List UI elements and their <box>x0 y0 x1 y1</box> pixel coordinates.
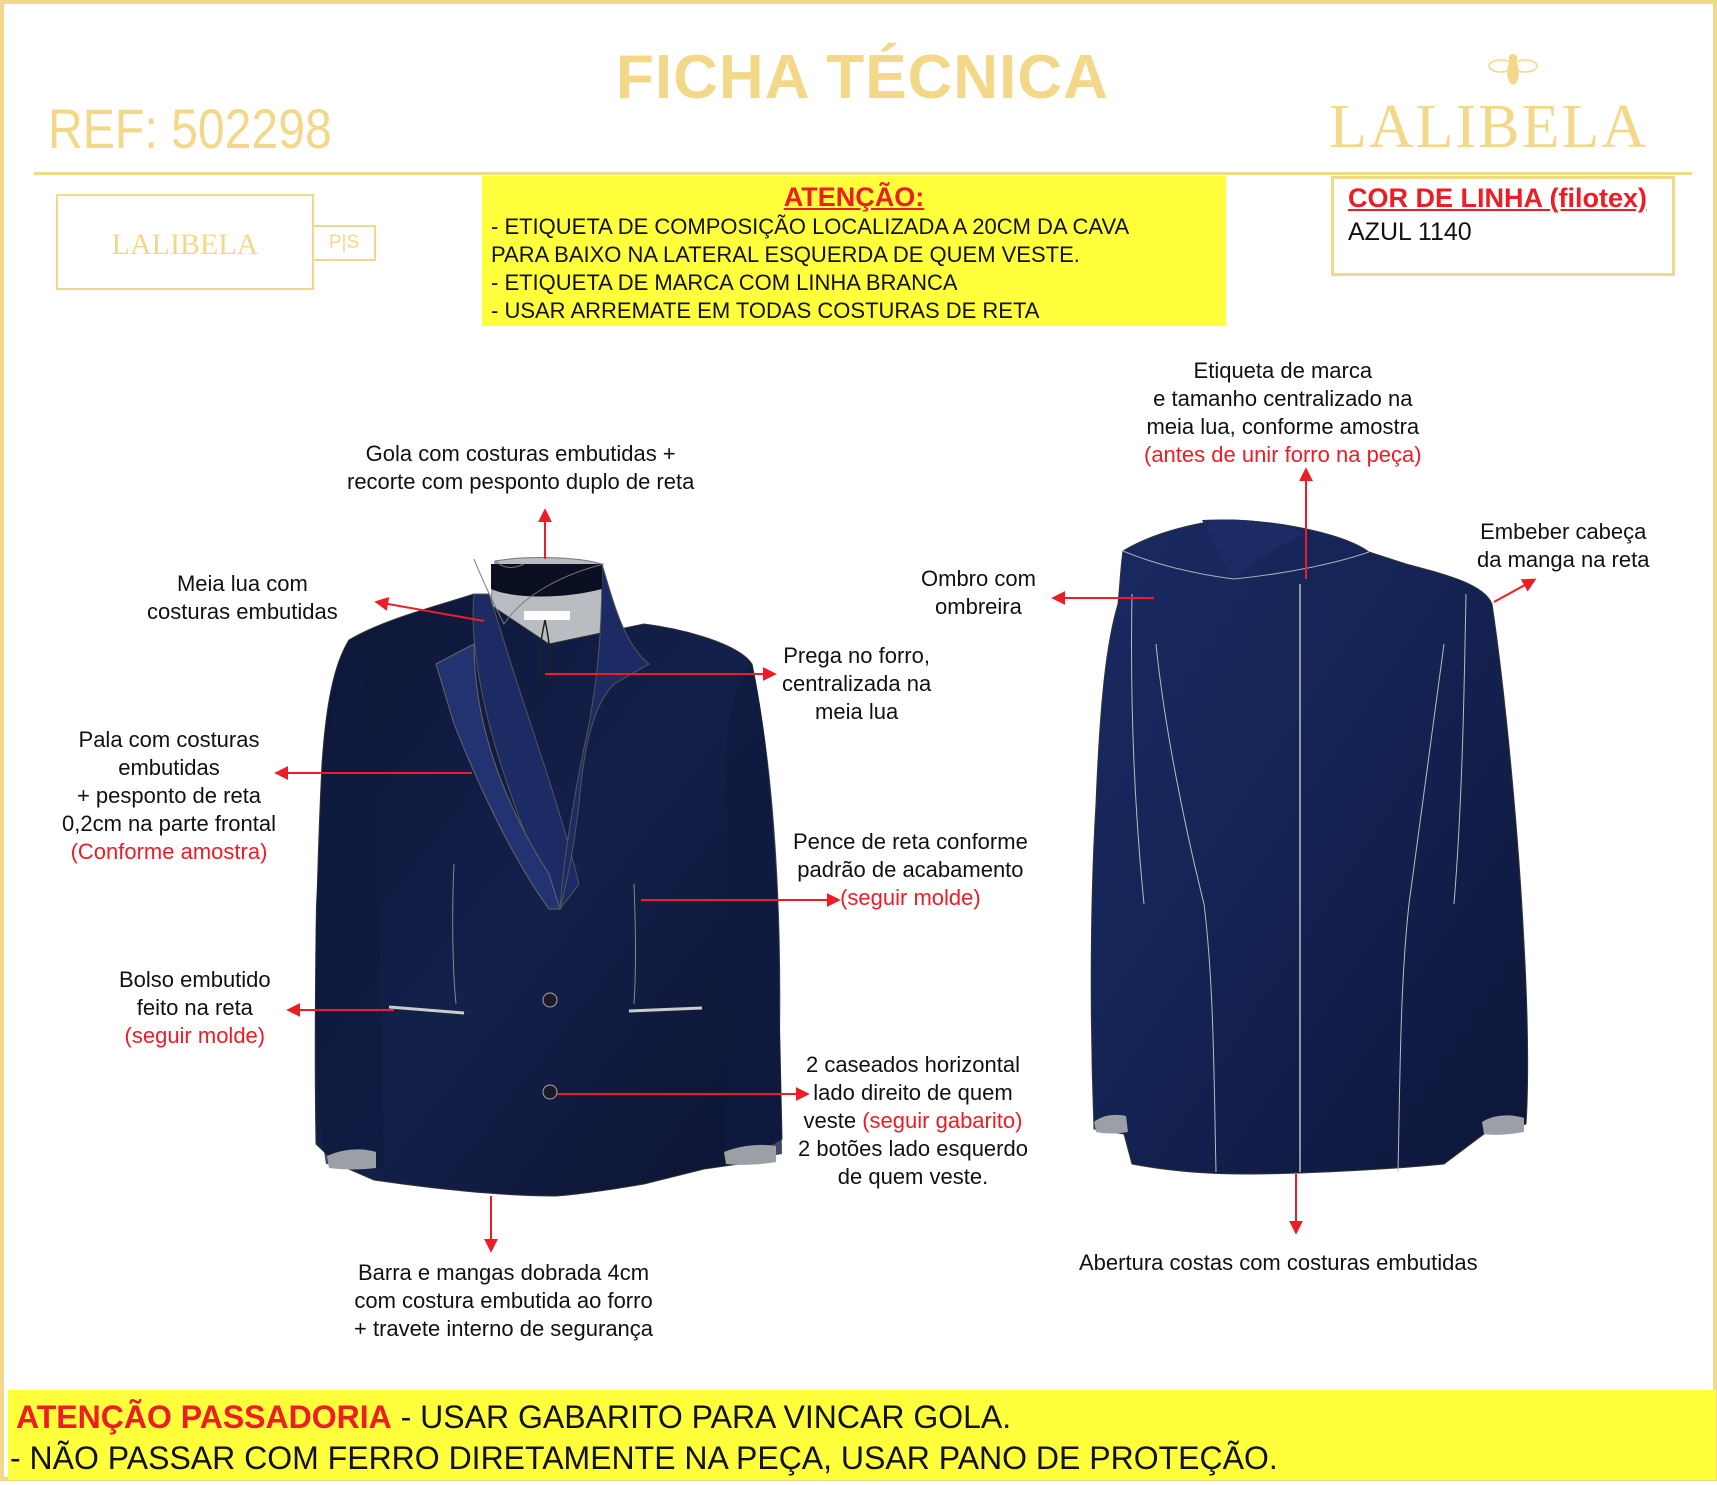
note-line: ombreira <box>935 594 1022 619</box>
note-line-part: veste <box>803 1108 863 1133</box>
note-line: Meia lua com <box>176 571 308 596</box>
thread-color-heading: COR DE LINHA (filotex) <box>1348 183 1647 213</box>
note-line: + travete interno de segurança <box>354 1316 654 1341</box>
note-hem <box>354 1259 653 1343</box>
note-back-vent: Abertura costas com costuras embutidas <box>1079 1250 1478 1275</box>
note-facing <box>62 726 276 866</box>
pressing-warning-bar <box>8 1390 1716 1480</box>
note-line: centralizada na <box>782 671 932 696</box>
pressing-warning-line <box>16 1399 1011 1436</box>
note-line: + pesponto de reta <box>76 783 262 808</box>
attention-heading: ATENÇÃO: <box>783 182 925 212</box>
note-line: Etiqueta de marca <box>1193 358 1373 383</box>
note-line: padrão de acabamento <box>797 857 1024 882</box>
attention-line: - ETIQUETA DE MARCA COM LINHA BRANCA <box>491 270 958 295</box>
note-line-red: (seguir molde) <box>124 1023 266 1048</box>
note-line: 2 caseados horizontal <box>805 1052 1020 1077</box>
note-line: Ombro com <box>921 566 1036 591</box>
note-line: Pala com costuras <box>78 727 260 752</box>
note-line: e tamanho centralizado na <box>1153 386 1413 411</box>
note-line: embutidas <box>118 755 220 780</box>
note-line: da manga na reta <box>1477 547 1650 572</box>
note-line: recorte com pesponto duplo de reta <box>347 469 695 494</box>
note-line: costuras embutidas <box>147 599 338 624</box>
note-pocket <box>119 966 271 1050</box>
note-line-red: (seguir gabarito) <box>862 1108 1023 1133</box>
label-brand-text: LALIBELA <box>111 228 259 261</box>
note-lining-pleat <box>782 642 931 726</box>
note-line: Embeber cabeça <box>1480 519 1647 544</box>
note-line: meia lua <box>815 699 899 724</box>
size-tab: P|S <box>314 225 376 261</box>
note-line: Pence de reta conforme <box>793 829 1028 854</box>
brand-logo: LALIBELA <box>1329 93 1649 161</box>
attention-line: - USAR ARREMATE EM TODAS COSTURAS DE RETA <box>491 298 1040 323</box>
note-line: com costura embutida ao forro <box>354 1288 653 1313</box>
note-line: 0,2cm na parte frontal <box>62 811 277 836</box>
page-title: FICHA TÉCNICA <box>616 43 1109 112</box>
note-line: feito na reta <box>136 995 253 1020</box>
note-line: 2 botões lado esquerdo <box>798 1136 1028 1161</box>
note-collar <box>347 440 694 496</box>
front-jacket-drawing <box>315 558 782 1196</box>
pressing-warning-heading: ATENÇÃO PASSADORIA <box>16 1399 392 1435</box>
pressing-warning-line: - NÃO PASSAR COM FERRO DIRETAMENTE NA PEÇA, USAR PANO DE PROTEÇÃO. <box>10 1440 1278 1476</box>
reference-number: REF: 502298 <box>48 97 332 160</box>
note-line: Prega no forro, <box>783 643 930 668</box>
note-shoulder-pad <box>921 565 1036 621</box>
back-jacket-drawing <box>1091 520 1527 1174</box>
note-line <box>798 1107 1028 1135</box>
thread-color-value: AZUL 1140 <box>1348 218 1472 246</box>
note-line-red: (Conforme amostra) <box>70 839 268 864</box>
note-line-red: (antes de unir forro na peça) <box>1144 442 1422 467</box>
note-dart <box>793 828 1028 912</box>
note-line: lado direito de quem <box>813 1080 1013 1105</box>
note-brand-label <box>1144 357 1422 469</box>
pressing-warning-text: - USAR GABARITO PARA VINCAR GOLA. <box>391 1399 1012 1435</box>
note-line-red: (seguir molde) <box>840 885 981 910</box>
note-buttonholes <box>798 1051 1028 1191</box>
note-line: meia lua, conforme amostra <box>1146 414 1420 439</box>
note-line: de quem veste. <box>837 1164 989 1189</box>
note-half-moon <box>147 570 338 626</box>
attention-line: - ETIQUETA DE COMPOSIÇÃO LOCALIZADA A 20CM DA CAVA <box>491 214 1130 239</box>
note-line: Barra e mangas dobrada 4cm <box>357 1260 650 1285</box>
note-sleeve-head <box>1477 518 1649 574</box>
attention-line: PARA BAIXO NA LATERAL ESQUERDA DE QUEM VESTE. <box>491 242 1080 267</box>
note-line: Gola com costuras embutidas + <box>365 441 676 466</box>
note-line: Bolso embutido <box>119 967 271 992</box>
